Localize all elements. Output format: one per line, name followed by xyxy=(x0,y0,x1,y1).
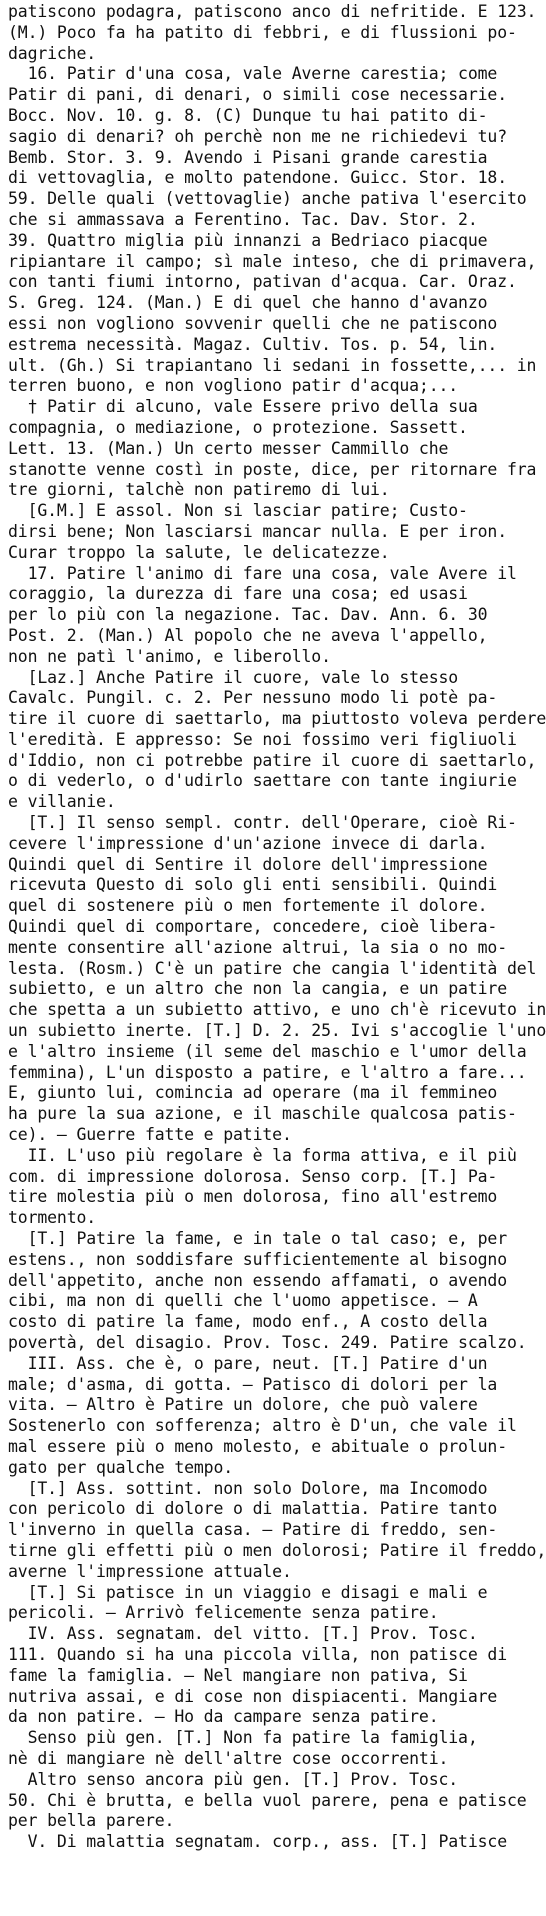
dictionary-entry-text: patiscono podagra, patiscono anco di nefritide. E 123. (M.) Poco fa ha patito di febbri, e di flussioni po- dagriche. 16. Patir d'una cosa, vale Averne carestia; come Patir di pani, di denari, o simili cose necessarie. Bocc. Nov. 10. g. 8. (C) Dunque tu hai patito di- sagio di denari? oh perchè non me ne richiedevi tu? Bemb. Stor. 3. 9. Avendo i Pisani grande carestia di vettovaglia, e molto patendone. Guicc. Stor. 18. 59. Delle quali (vettovaglie) anche pativa l'esercito che si ammassava a Ferentino. Tac. Dav. Stor. 2. 39. Quattro miglia più innanzi a Bedriaco piacque ripiantare il campo; sì male inteso, che di primavera, con tanti fiumi intorno, pativan d'acqua. Car. Oraz. S. Greg. 124. (Man.) E di quel che hanno d'avanzo essi non vogliono sovvenir quelli che ne patiscono estrema necessità. Magaz. Cultiv. Tos. p. 54, lin. ult. (Gh.) Si trapiantano li sedani in fossette,... in terren buono, e non vogliono patir d'acqua;... † Patir di alcuno, vale Essere privo della sua compagnia, o mediazione, o protezione. Sassett. Lett. 13. (Man.) Un certo messer Cammillo che stanotte venne costì in poste, dice, per ritornare fra tre giorni, talchè non patiremo di lui. [G.M.] E assol. Non si lasciar patire; Custo- dirsi bene; Non lasciarsi mancar nulla. E per iron. Curar troppo la salute, le delicatezze. 17. Patire l'animo di fare una cosa, vale Avere il coraggio, la durezza di fare una cosa; ed usasi per lo più con la negazione. Tac. Dav. Ann. 6. 30 Post. 2. (Man.) Al popolo che ne aveva l'appello, non ne patì l'animo, e liberollo. [Laz.] Anche Patire il cuore, vale lo stesso Cavalc. Pungil. c. 2. Per nessuno modo li potè pa- tire il cuore di saettarlo, ma piuttosto voleva perdere l'eredità. E appresso: Se noi fossimo veri figliuoli d'Iddio, non ci potrebbe patire il cuore di saettarlo, o di vederlo, o d'udirlo saettare con tante ingiurie e villanie. [T.] Il senso sempl. contr. dell'Operare, cioè Ri- cevere l'impressione d'un'azione invece di darla. Quindi quel di Sentire il dolore dell'impressione ricevuta Questo di solo gli enti sensibili. Quindi quel di sostenere più o men fortemente il dolore. Quindi quel di comportare, concedere, cioè libera- mente consentire all'azione altrui, la sia o no mo- lesta. (Rosm.) C'è un patire che cangia l'identità del subietto, e un altro che non la cangia, e un patire che spetta a un subietto attivo, e uno ch'è ricevuto in un subietto inerte. [T.] D. 2. 25. Ivi s'accoglie l'uno e l'altro insieme (il seme del maschio e l'umor della femmina), L'un disposto a patire, e l'altro a fare... E, giunto lui, comincia ad operare (ma il femmineo ha pure la sua azione, e il maschile qualcosa patis- ce). — Guerre fatte e patite. II. L'uso più regolare è la forma attiva, e il più com. di impressione dolorosa. Senso corp. [T.] Pa- tire molestia più o men dolorosa, fino all'estremo tormento. [T.] Patire la fame, e in tale o tal caso; e, per estens., non soddisfare sufficientemente al bisogno dell'appetito, anche non essendo affamati, o avendo cibi, ma non di quelli che l'uomo appetisce. — A costo di patire la fame, modo enf., A costo della povertà, del disagio. Prov. Tosc. 249. Patire scalzo. III. Ass. che è, o pare, neut. [T.] Patire d'un male; d'asma, di gotta. — Patisco di dolori per la vita. — Altro è Patire un dolore, che può valere Sostenerlo con sofferenza; altro è D'un, che vale il mal essere più o meno molesto, e abituale o prolun- gato per qualche tempo. [T.] Ass. sottint. non solo Dolore, ma Incomodo con pericolo di dolore o di malattia. Patire tanto l'inverno in quella casa. — Patire di freddo, sen- tirne gli effetti più o men dolorosi; Patire il freddo, averne l'impressione attuale. [T.] Si patisce in un viaggio e disagi e mali e pericoli. — Arrivò felicemente senza patire. IV. Ass. segnatam. del vitto. [T.] Prov. Tosc. 111. Quando si ha una piccola villa, non patisce di fame la famiglia. — Nel mangiare non pativa, Si nutriva assai, e di cose non dispiacenti. Mangiare da non patire. — Ho da campare senza patire. Senso più gen. [T.] Non fa patire la famiglia, nè di mangiare nè dell'altre cose occorrenti. Altro senso ancora più gen. [T.] Prov. Tosc. 50. Chi è brutta, e bella vuol parere, pena e patisce per bella parere. V. Di malattia segnatam. corp., ass. [T.] Patisce xyxy=(8,2,546,1852)
